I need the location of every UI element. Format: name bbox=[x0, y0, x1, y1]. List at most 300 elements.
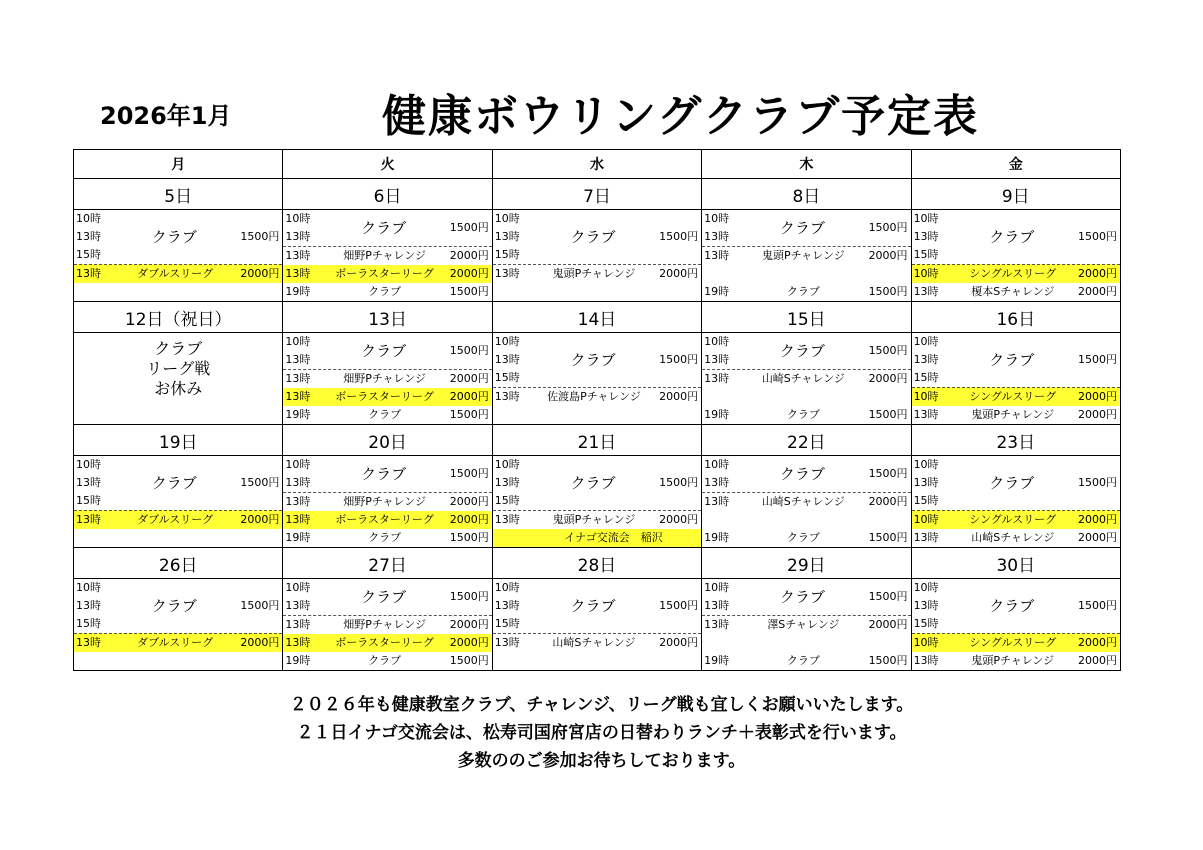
time-label: 10時 bbox=[285, 458, 311, 471]
event-time: 13時 bbox=[285, 390, 311, 403]
day-cell bbox=[492, 333, 701, 425]
club-price: 1500円 bbox=[449, 590, 489, 603]
club-label: クラブ bbox=[989, 474, 1035, 492]
club-times bbox=[912, 579, 946, 633]
club-block bbox=[702, 333, 910, 369]
day-number: 20日 bbox=[283, 425, 492, 456]
event-price: 1500円 bbox=[449, 408, 489, 421]
time-label: 13時 bbox=[494, 476, 520, 489]
club-times bbox=[493, 579, 527, 633]
time-label: 15時 bbox=[913, 371, 939, 384]
event-row bbox=[702, 246, 910, 265]
time-label: 15時 bbox=[494, 248, 520, 261]
event-label: ボーラスターリーグ bbox=[335, 267, 434, 280]
date-row bbox=[74, 179, 1121, 210]
club-times bbox=[912, 210, 946, 264]
club-price: 1500円 bbox=[1078, 476, 1117, 489]
weekday-header: 月 bbox=[74, 150, 283, 179]
event-price: 2000円 bbox=[449, 513, 489, 526]
event-label: 澤Sチャレンジ bbox=[767, 618, 840, 631]
event-time: 13時 bbox=[704, 495, 730, 508]
event-time: 10時 bbox=[913, 513, 939, 526]
event-label: シングルスリーグ bbox=[969, 636, 1057, 649]
event-time: 13時 bbox=[494, 513, 520, 526]
club-times bbox=[283, 210, 317, 246]
event-price: 2000円 bbox=[1078, 390, 1117, 403]
event-row bbox=[283, 283, 491, 301]
time-label: 13時 bbox=[76, 230, 101, 243]
day-number: 15日 bbox=[702, 302, 911, 333]
club-block bbox=[74, 456, 282, 510]
time-label: 10時 bbox=[494, 212, 520, 225]
time-label: 15時 bbox=[76, 494, 101, 507]
club-price: 1500円 bbox=[449, 344, 489, 357]
day-cell bbox=[74, 333, 283, 425]
event-time: 13時 bbox=[494, 636, 520, 649]
event-time: 19時 bbox=[285, 285, 311, 298]
event-price: 2000円 bbox=[449, 267, 489, 280]
club-block bbox=[702, 579, 910, 615]
event-label: 佐渡島Pチャレンジ bbox=[547, 390, 641, 403]
club-label: クラブ bbox=[989, 597, 1035, 615]
event-time: 13時 bbox=[76, 267, 101, 280]
weekday-header-row bbox=[74, 150, 1121, 179]
day-cell bbox=[283, 579, 492, 671]
time-label: 13時 bbox=[704, 353, 730, 366]
club-block bbox=[283, 456, 491, 492]
time-label: 13時 bbox=[913, 476, 939, 489]
event-label: クラブ bbox=[368, 285, 402, 298]
time-label: 13時 bbox=[913, 230, 939, 243]
club-price: 1500円 bbox=[449, 467, 489, 480]
event-price: 2000円 bbox=[1078, 513, 1117, 526]
club-times bbox=[74, 456, 108, 510]
time-label: 13時 bbox=[285, 230, 311, 243]
event-row bbox=[493, 510, 701, 529]
club-label: クラブ bbox=[361, 219, 407, 237]
event-row bbox=[702, 529, 910, 547]
day-number: 23日 bbox=[911, 425, 1120, 456]
event-price: 2000円 bbox=[449, 495, 489, 508]
day-number: 16日 bbox=[911, 302, 1120, 333]
time-label: 13時 bbox=[494, 230, 520, 243]
time-label: 13時 bbox=[704, 476, 730, 489]
event-price: 1500円 bbox=[868, 408, 908, 421]
event-time: 13時 bbox=[76, 513, 101, 526]
club-block bbox=[493, 456, 701, 510]
time-label: 10時 bbox=[913, 458, 939, 471]
day-cell bbox=[74, 456, 283, 548]
event-row bbox=[493, 633, 701, 652]
club-label: クラブ bbox=[151, 228, 197, 246]
day-cell bbox=[283, 456, 492, 548]
event-price: 2000円 bbox=[1078, 654, 1117, 667]
club-times bbox=[74, 210, 108, 264]
time-label: 10時 bbox=[494, 458, 520, 471]
event-row bbox=[283, 511, 491, 529]
footer-line-2: ２１日イナゴ交流会は、松寿司国府宮店の日替わりランチ＋表彰式を行います。 bbox=[296, 723, 907, 743]
club-label: クラブ bbox=[151, 474, 197, 492]
event-price: 2000円 bbox=[868, 249, 908, 262]
month-label: 2026年1月 bbox=[100, 102, 232, 130]
event-row bbox=[912, 264, 1120, 283]
club-price: 1500円 bbox=[868, 344, 908, 357]
event-row bbox=[283, 406, 491, 424]
club-price: 1500円 bbox=[659, 476, 699, 489]
event-row bbox=[283, 265, 491, 283]
day-cell bbox=[492, 579, 701, 671]
time-label: 10時 bbox=[285, 581, 311, 594]
time-label: 13時 bbox=[285, 476, 311, 489]
club-price: 1500円 bbox=[659, 353, 699, 366]
day-number: 5日 bbox=[74, 179, 283, 210]
schedule-calendar bbox=[73, 149, 1121, 671]
club-price: 1500円 bbox=[1078, 230, 1117, 243]
event-row bbox=[702, 388, 910, 406]
day-number: 21日 bbox=[492, 425, 701, 456]
day-number: 6日 bbox=[283, 179, 492, 210]
event-row bbox=[283, 246, 491, 265]
event-label: 山崎Sチャレンジ bbox=[552, 636, 636, 649]
event-label: クラブ bbox=[368, 408, 402, 421]
time-label: 10時 bbox=[704, 212, 730, 225]
club-times bbox=[283, 456, 317, 492]
time-label: 10時 bbox=[913, 335, 939, 348]
club-times bbox=[283, 333, 317, 369]
event-price: 2000円 bbox=[449, 249, 489, 262]
event-price: 2000円 bbox=[449, 372, 489, 385]
event-label: クラブ bbox=[368, 531, 402, 544]
time-label: 10時 bbox=[494, 335, 520, 348]
event-label: シングルスリーグ bbox=[969, 513, 1057, 526]
event-time: 13時 bbox=[494, 267, 520, 280]
holiday-line: リーグ戦 bbox=[146, 359, 211, 378]
day-cell bbox=[492, 456, 701, 548]
holiday-line: クラブ bbox=[154, 339, 203, 358]
time-label: 15時 bbox=[913, 494, 939, 507]
club-label: クラブ bbox=[779, 465, 825, 483]
event-time: 13時 bbox=[285, 618, 311, 631]
event-label: 畑野Pチャレンジ bbox=[343, 249, 426, 262]
club-price: 1500円 bbox=[659, 599, 699, 612]
event-price: 2000円 bbox=[1078, 285, 1117, 298]
event-time: 13時 bbox=[913, 654, 939, 667]
event-time: 13時 bbox=[285, 495, 311, 508]
event-label: 畑野Pチャレンジ bbox=[343, 618, 426, 631]
event-price: 1500円 bbox=[449, 531, 489, 544]
day-number: 9日 bbox=[911, 179, 1120, 210]
club-label: クラブ bbox=[779, 342, 825, 360]
time-label: 13時 bbox=[704, 599, 730, 612]
day-cell bbox=[492, 210, 701, 302]
event-row bbox=[493, 387, 701, 406]
time-label: 13時 bbox=[913, 353, 939, 366]
day-number: 28日 bbox=[492, 548, 701, 579]
day-cell bbox=[702, 210, 911, 302]
time-label: 13時 bbox=[285, 353, 311, 366]
time-label: 15時 bbox=[913, 248, 939, 261]
event-time: 13時 bbox=[285, 636, 311, 649]
event-time: 19時 bbox=[704, 408, 730, 421]
time-label: 13時 bbox=[76, 599, 101, 612]
day-number: 8日 bbox=[702, 179, 911, 210]
day-number: 27日 bbox=[283, 548, 492, 579]
event-label: シングルスリーグ bbox=[969, 267, 1057, 280]
club-times bbox=[702, 210, 736, 246]
event-row bbox=[702, 652, 910, 670]
time-label: 13時 bbox=[494, 599, 520, 612]
club-block bbox=[283, 579, 491, 615]
event-price: 1500円 bbox=[868, 654, 908, 667]
club-times bbox=[493, 210, 527, 264]
club-block bbox=[912, 456, 1120, 510]
event-row bbox=[912, 633, 1120, 652]
time-label: 13時 bbox=[704, 230, 730, 243]
event-price: 2000円 bbox=[659, 513, 699, 526]
club-price: 1500円 bbox=[449, 221, 489, 234]
day-number: 14日 bbox=[492, 302, 701, 333]
event-label: ダブルスリーグ bbox=[137, 513, 214, 526]
day-cell bbox=[702, 579, 911, 671]
day-cell bbox=[283, 333, 492, 425]
event-row bbox=[702, 615, 910, 634]
club-times bbox=[74, 579, 108, 633]
day-number: 12日（祝日） bbox=[74, 302, 283, 333]
club-price: 1500円 bbox=[240, 230, 280, 243]
club-times bbox=[283, 579, 317, 615]
club-block bbox=[912, 579, 1120, 633]
date-row bbox=[74, 548, 1121, 579]
time-label: 13時 bbox=[76, 476, 101, 489]
event-price: 2000円 bbox=[868, 618, 908, 631]
weekday-header: 火 bbox=[283, 150, 492, 179]
event-price: 1500円 bbox=[868, 285, 908, 298]
club-price: 1500円 bbox=[868, 467, 908, 480]
event-label: 山崎Sチャレンジ bbox=[971, 531, 1055, 544]
date-row bbox=[74, 302, 1121, 333]
event-price: 2000円 bbox=[1078, 636, 1117, 649]
club-block bbox=[912, 210, 1120, 264]
footer-line-1: ２０２６年も健康教室クラブ、チャレンジ、リーグ戦も宜しくお願いいたします。 bbox=[289, 695, 914, 715]
club-price: 1500円 bbox=[868, 221, 908, 234]
event-row bbox=[912, 406, 1120, 424]
event-time: 10時 bbox=[913, 636, 939, 649]
day-cell bbox=[911, 210, 1120, 302]
day-cell bbox=[283, 210, 492, 302]
event-time: 13時 bbox=[913, 531, 939, 544]
event-row bbox=[912, 510, 1120, 529]
time-label: 15時 bbox=[494, 371, 520, 384]
event-label: ボーラスターリーグ bbox=[335, 513, 434, 526]
event-label: ダブルスリーグ bbox=[137, 267, 214, 280]
event-label: 鬼頭Pチャレンジ bbox=[971, 408, 1055, 421]
event-row bbox=[702, 265, 910, 283]
club-block bbox=[912, 333, 1120, 387]
event-row bbox=[702, 511, 910, 529]
time-label: 10時 bbox=[285, 212, 311, 225]
club-block bbox=[702, 210, 910, 246]
event-label: クラブ bbox=[786, 531, 820, 544]
event-label: ボーラスターリーグ bbox=[335, 636, 434, 649]
event-time: 13時 bbox=[285, 372, 311, 385]
event-price: 2000円 bbox=[868, 372, 908, 385]
event-row bbox=[74, 510, 282, 529]
time-label: 10時 bbox=[704, 581, 730, 594]
event-label: 鬼頭Pチャレンジ bbox=[552, 513, 636, 526]
event-row bbox=[283, 652, 491, 670]
event-row bbox=[283, 634, 491, 652]
day-number: 22日 bbox=[702, 425, 911, 456]
club-times bbox=[912, 333, 946, 387]
club-label: クラブ bbox=[361, 465, 407, 483]
event-row bbox=[702, 406, 910, 424]
event-row bbox=[912, 283, 1120, 301]
event-time: 13時 bbox=[704, 372, 730, 385]
footer-line-3: 多数ののご参加お待ちしております。 bbox=[457, 751, 746, 771]
club-times bbox=[702, 579, 736, 615]
event-label: クラブ bbox=[786, 654, 820, 667]
event-row bbox=[493, 264, 701, 283]
event-label: 畑野Pチャレンジ bbox=[343, 372, 426, 385]
time-label: 15時 bbox=[76, 617, 101, 630]
day-cell bbox=[911, 456, 1120, 548]
event-time: 19時 bbox=[285, 408, 311, 421]
event-row bbox=[283, 615, 491, 634]
club-times bbox=[493, 456, 527, 510]
time-label: 10時 bbox=[76, 458, 101, 471]
event-time: 19時 bbox=[704, 531, 730, 544]
day-cell bbox=[911, 579, 1120, 671]
event-row bbox=[74, 264, 282, 283]
event-row bbox=[283, 388, 491, 406]
club-price: 1500円 bbox=[1078, 353, 1117, 366]
club-block bbox=[74, 579, 282, 633]
weekday-header: 金 bbox=[911, 150, 1120, 179]
event-row bbox=[912, 387, 1120, 406]
event-row bbox=[702, 492, 910, 511]
club-block bbox=[493, 579, 701, 633]
event-price: 1500円 bbox=[868, 531, 908, 544]
day-number: 30日 bbox=[911, 548, 1120, 579]
day-number: 26日 bbox=[74, 548, 283, 579]
time-label: 10時 bbox=[494, 581, 520, 594]
event-label: 山崎Sチャレンジ bbox=[761, 372, 845, 385]
day-number: 7日 bbox=[492, 179, 701, 210]
event-row bbox=[702, 634, 910, 652]
club-label: クラブ bbox=[570, 228, 616, 246]
event-time: 10時 bbox=[913, 267, 939, 280]
club-price: 1500円 bbox=[868, 590, 908, 603]
club-label: クラブ bbox=[151, 597, 197, 615]
club-label: クラブ bbox=[570, 597, 616, 615]
event-label: クラブ bbox=[786, 285, 820, 298]
club-times bbox=[912, 456, 946, 510]
event-time: 13時 bbox=[704, 618, 730, 631]
weekday-header: 水 bbox=[492, 150, 701, 179]
day-number: 29日 bbox=[702, 548, 911, 579]
event-time: 13時 bbox=[285, 513, 311, 526]
time-label: 13時 bbox=[913, 599, 939, 612]
event-price: 2000円 bbox=[1078, 531, 1117, 544]
event-label: イナゴ交流会 稲沢 bbox=[564, 531, 663, 544]
event-price: 2000円 bbox=[868, 495, 908, 508]
club-label: クラブ bbox=[570, 474, 616, 492]
weekday-header: 木 bbox=[702, 150, 911, 179]
club-price: 1500円 bbox=[1078, 599, 1117, 612]
event-time: 19時 bbox=[285, 654, 311, 667]
event-label: シングルスリーグ bbox=[969, 390, 1057, 403]
holiday-note bbox=[74, 333, 282, 399]
day-cell bbox=[702, 456, 911, 548]
club-label: クラブ bbox=[779, 219, 825, 237]
event-row bbox=[283, 492, 491, 511]
event-time: 19時 bbox=[285, 531, 311, 544]
club-price: 1500円 bbox=[240, 476, 280, 489]
time-label: 10時 bbox=[285, 335, 311, 348]
event-price: 2000円 bbox=[1078, 267, 1117, 280]
time-label: 13時 bbox=[285, 599, 311, 612]
club-block bbox=[493, 210, 701, 264]
club-label: クラブ bbox=[989, 228, 1035, 246]
time-label: 15時 bbox=[494, 617, 520, 630]
event-price: 2000円 bbox=[1078, 408, 1117, 421]
club-label: クラブ bbox=[361, 342, 407, 360]
event-row bbox=[702, 369, 910, 388]
event-row bbox=[912, 529, 1120, 547]
event-time: 13時 bbox=[285, 249, 311, 262]
event-row bbox=[702, 283, 910, 301]
time-label: 10時 bbox=[704, 458, 730, 471]
event-price: 2000円 bbox=[659, 636, 699, 649]
time-label: 10時 bbox=[913, 581, 939, 594]
event-price: 2000円 bbox=[449, 636, 489, 649]
event-price: 2000円 bbox=[659, 267, 699, 280]
club-block bbox=[702, 456, 910, 492]
day-cell bbox=[702, 333, 911, 425]
club-label: クラブ bbox=[989, 351, 1035, 369]
event-time: 13時 bbox=[913, 408, 939, 421]
event-price: 2000円 bbox=[240, 267, 280, 280]
day-cell bbox=[911, 333, 1120, 425]
club-price: 1500円 bbox=[659, 230, 699, 243]
holiday-line: お休み bbox=[154, 379, 203, 398]
time-label: 10時 bbox=[704, 335, 730, 348]
schedule-row bbox=[74, 210, 1121, 302]
time-label: 10時 bbox=[913, 212, 939, 225]
time-label: 15時 bbox=[913, 617, 939, 630]
time-label: 10時 bbox=[76, 581, 101, 594]
event-label: 榎本Sチャレンジ bbox=[971, 285, 1055, 298]
club-block bbox=[493, 333, 701, 387]
event-row bbox=[283, 529, 491, 547]
day-number: 13日 bbox=[283, 302, 492, 333]
day-cell bbox=[74, 579, 283, 671]
event-time: 13時 bbox=[494, 390, 520, 403]
event-price: 1500円 bbox=[449, 654, 489, 667]
time-label: 10時 bbox=[76, 212, 101, 225]
schedule-row bbox=[74, 333, 1121, 425]
event-row bbox=[74, 633, 282, 652]
time-label: 15時 bbox=[76, 248, 101, 261]
event-price: 1500円 bbox=[449, 285, 489, 298]
time-label: 13時 bbox=[494, 353, 520, 366]
club-times bbox=[702, 456, 736, 492]
club-block bbox=[283, 333, 491, 369]
schedule-row bbox=[74, 456, 1121, 548]
event-price: 2000円 bbox=[240, 636, 280, 649]
event-time: 13時 bbox=[704, 249, 730, 262]
day-cell bbox=[74, 210, 283, 302]
